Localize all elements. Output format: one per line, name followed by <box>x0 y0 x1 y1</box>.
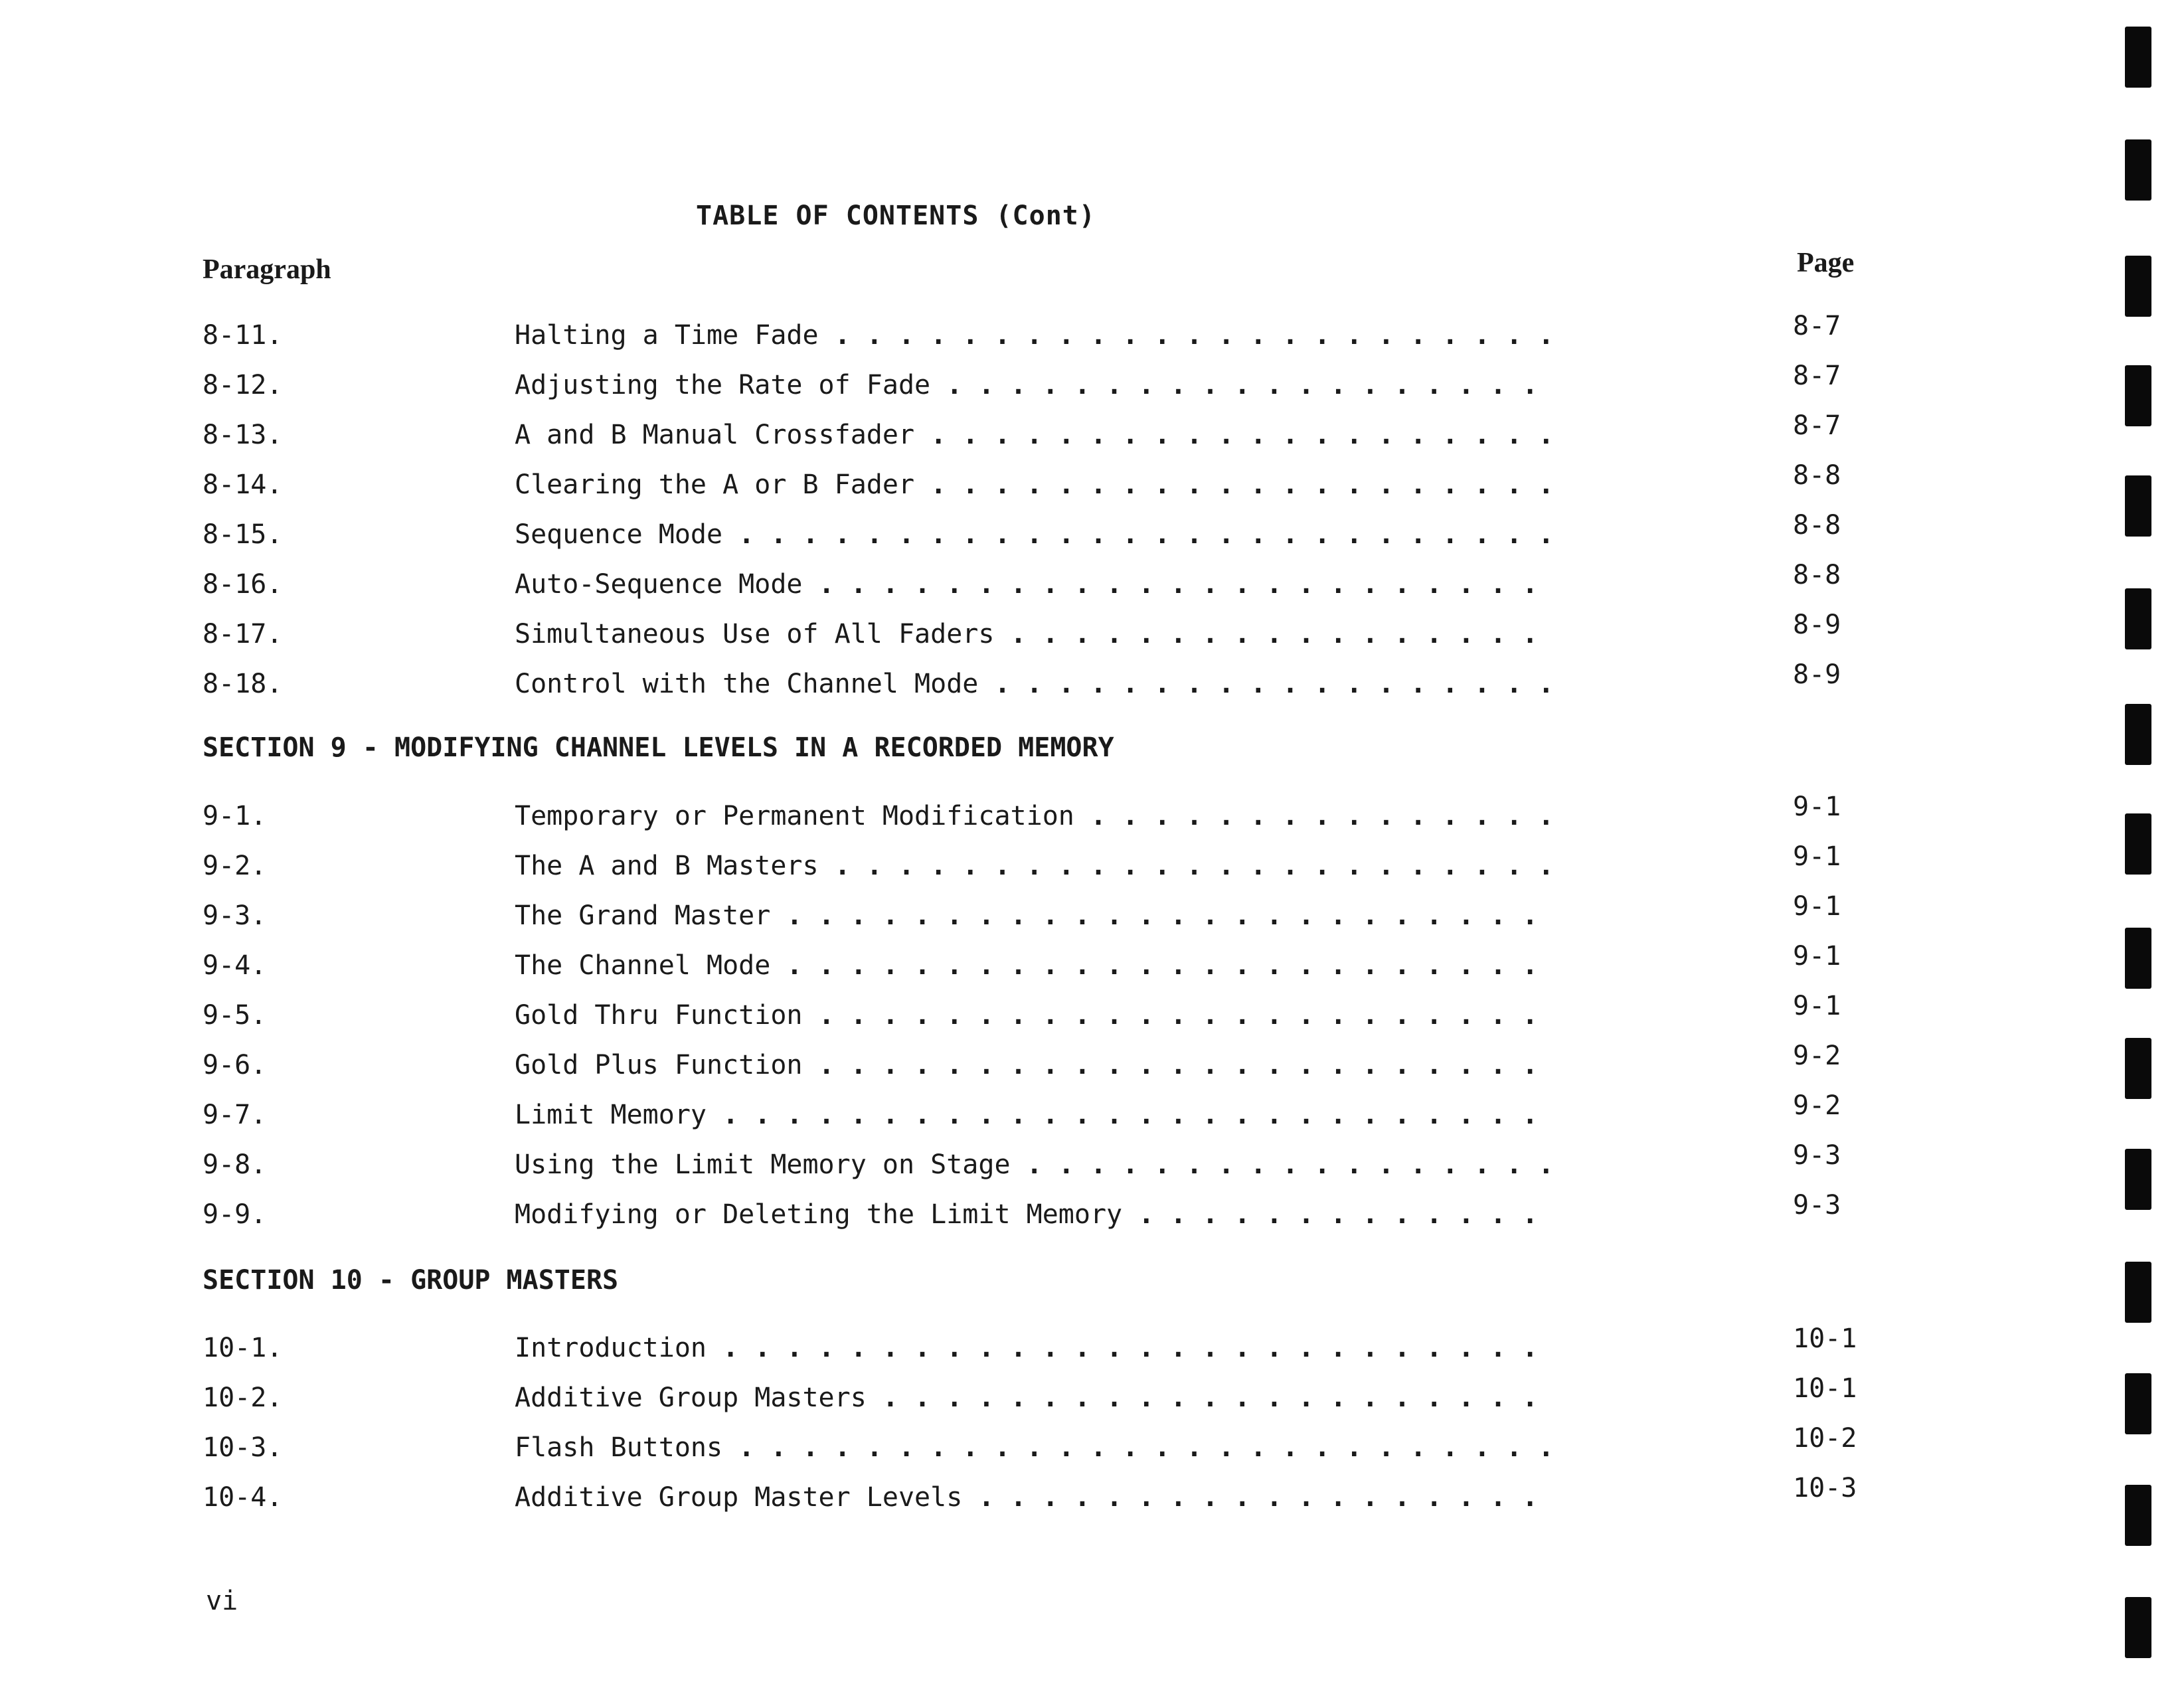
page-title: TABLE OF CONTENTS (Cont) <box>696 201 1096 231</box>
toc-entry <box>0 460 2184 507</box>
toc-entry <box>0 941 2184 987</box>
entry-page: 9-2 <box>1793 1041 1841 1071</box>
binding-hole-mark <box>2125 1373 2151 1434</box>
entry-page: 8-9 <box>1793 659 1841 690</box>
entry-number: 9-3. <box>203 900 267 931</box>
entry-page: 10-1 <box>1793 1373 1857 1404</box>
binding-hole-mark <box>2125 27 2151 88</box>
entry-number: 9-4. <box>203 950 267 981</box>
paragraph-column-header: Paragraph <box>203 254 331 285</box>
entry-title: The Channel Mode . . . <box>515 950 1557 981</box>
entry-title: Auto-Sequence Mode . . . <box>515 569 1557 600</box>
entry-number: 9-8. <box>203 1149 267 1180</box>
entry-number: 10-1. <box>203 1333 283 1363</box>
entry-page: 8-8 <box>1793 560 1841 590</box>
entry-title: Introduction . . . <box>515 1333 1557 1363</box>
entry-page: 8-7 <box>1793 311 1841 341</box>
toc-entry <box>0 1323 2184 1370</box>
binding-hole-mark <box>2125 1597 2151 1658</box>
entry-number: 8-16. <box>203 569 283 600</box>
entry-number: 8-15. <box>203 519 283 550</box>
entry-number: 8-17. <box>203 619 283 649</box>
binding-hole-mark <box>2125 1038 2151 1099</box>
entry-title: Gold Plus Function . . . <box>515 1050 1557 1080</box>
toc-entry <box>0 1373 2184 1420</box>
entry-page: 9-1 <box>1793 841 1841 872</box>
toc-entry <box>0 410 2184 457</box>
toc-entry <box>0 1041 2184 1087</box>
entry-page: 9-2 <box>1793 1090 1841 1121</box>
binding-hole-mark <box>2125 1262 2151 1323</box>
toc-entry <box>0 1423 2184 1470</box>
entry-page: 8-7 <box>1793 410 1841 441</box>
binding-hole-mark <box>2125 256 2151 317</box>
entry-page: 8-8 <box>1793 510 1841 541</box>
entry-title: Additive Group Master Levels . . . <box>515 1482 1557 1513</box>
toc-entry <box>0 311 2184 357</box>
entry-number: 8-14. <box>203 469 283 500</box>
entry-page: 9-1 <box>1793 941 1841 971</box>
entry-number: 10-2. <box>203 1383 283 1413</box>
toc-entry <box>0 991 2184 1037</box>
binding-hole-mark <box>2125 475 2151 537</box>
entry-title: Adjusting the Rate of Fade . . . <box>515 370 1557 400</box>
entry-title: The Grand Master . . . <box>515 900 1557 931</box>
entry-title: Simultaneous Use of All Faders . . . <box>515 619 1557 649</box>
entry-page: 9-1 <box>1793 991 1841 1021</box>
toc-entry <box>0 792 2184 838</box>
entry-number: 9-6. <box>203 1050 267 1080</box>
toc-entry <box>0 1190 2184 1236</box>
entry-page: 9-3 <box>1793 1190 1841 1221</box>
entry-page: 9-1 <box>1793 891 1841 922</box>
entry-title: Flash Buttons . . . <box>515 1432 1557 1463</box>
toc-entry <box>0 841 2184 888</box>
page-column-header: Page <box>1797 248 1855 278</box>
entry-page: 9-1 <box>1793 792 1841 822</box>
binding-hole-mark <box>2125 1149 2151 1210</box>
toc-entry <box>0 1140 2184 1187</box>
entry-number: 9-2. <box>203 851 267 881</box>
page-folio: vi <box>206 1586 238 1616</box>
section-10-heading: SECTION 10 - GROUP MASTERS <box>203 1265 619 1296</box>
entry-number: 9-1. <box>203 801 267 831</box>
binding-hole-mark <box>2125 704 2151 765</box>
toc-entry <box>0 510 2184 556</box>
entry-page: 10-2 <box>1793 1423 1857 1454</box>
binding-hole-mark <box>2125 365 2151 426</box>
entry-title: Using the Limit Memory on Stage . . . <box>515 1149 1557 1180</box>
entry-title: The A and B Masters . . . <box>515 851 1557 881</box>
entry-number: 8-18. <box>203 669 283 699</box>
binding-hole-mark <box>2125 1485 2151 1546</box>
entry-number: 10-3. <box>203 1432 283 1463</box>
entry-number: 9-5. <box>203 1000 267 1031</box>
binding-hole-mark <box>2125 928 2151 989</box>
binding-hole-mark <box>2125 139 2151 201</box>
entry-number: 9-9. <box>203 1199 267 1230</box>
toc-entry <box>0 361 2184 407</box>
toc-entry <box>0 560 2184 606</box>
toc-entry <box>0 659 2184 706</box>
toc-entry <box>0 891 2184 938</box>
entry-title: Limit Memory . . . <box>515 1100 1557 1130</box>
entry-page: 10-3 <box>1793 1473 1857 1503</box>
entry-page: 8-7 <box>1793 361 1841 391</box>
toc-entry <box>0 1090 2184 1137</box>
section-9-heading: SECTION 9 - MODIFYING CHANNEL LEVELS IN A RECORDED MEMORY <box>203 732 1114 763</box>
toc-entry <box>0 1473 2184 1519</box>
entry-title: Sequence Mode . . . <box>515 519 1557 550</box>
entry-title: Additive Group Masters . . . <box>515 1383 1557 1413</box>
entry-page: 8-8 <box>1793 460 1841 491</box>
entry-title: Modifying or Deleting the Limit Memory . . . <box>515 1199 1557 1230</box>
entry-page: 9-3 <box>1793 1140 1841 1171</box>
entry-title: Gold Thru Function . . . <box>515 1000 1557 1031</box>
toc-entry <box>0 610 2184 656</box>
entry-number: 8-11. <box>203 320 283 351</box>
entry-title: Temporary or Permanent Modification . . . <box>515 801 1557 831</box>
entry-page: 10-1 <box>1793 1323 1857 1354</box>
entry-number: 8-12. <box>203 370 283 400</box>
entry-page: 8-9 <box>1793 610 1841 640</box>
entry-title: Halting a Time Fade . . . <box>515 320 1557 351</box>
entry-title: A and B Manual Crossfader . . . <box>515 420 1557 450</box>
entry-number: 8-13. <box>203 420 283 450</box>
entry-number: 10-4. <box>203 1482 283 1513</box>
binding-hole-mark <box>2125 588 2151 649</box>
entry-title: Control with the Channel Mode . . . <box>515 669 1557 699</box>
entry-number: 9-7. <box>203 1100 267 1130</box>
binding-hole-mark <box>2125 813 2151 875</box>
entry-title: Clearing the A or B Fader . . . <box>515 469 1557 500</box>
